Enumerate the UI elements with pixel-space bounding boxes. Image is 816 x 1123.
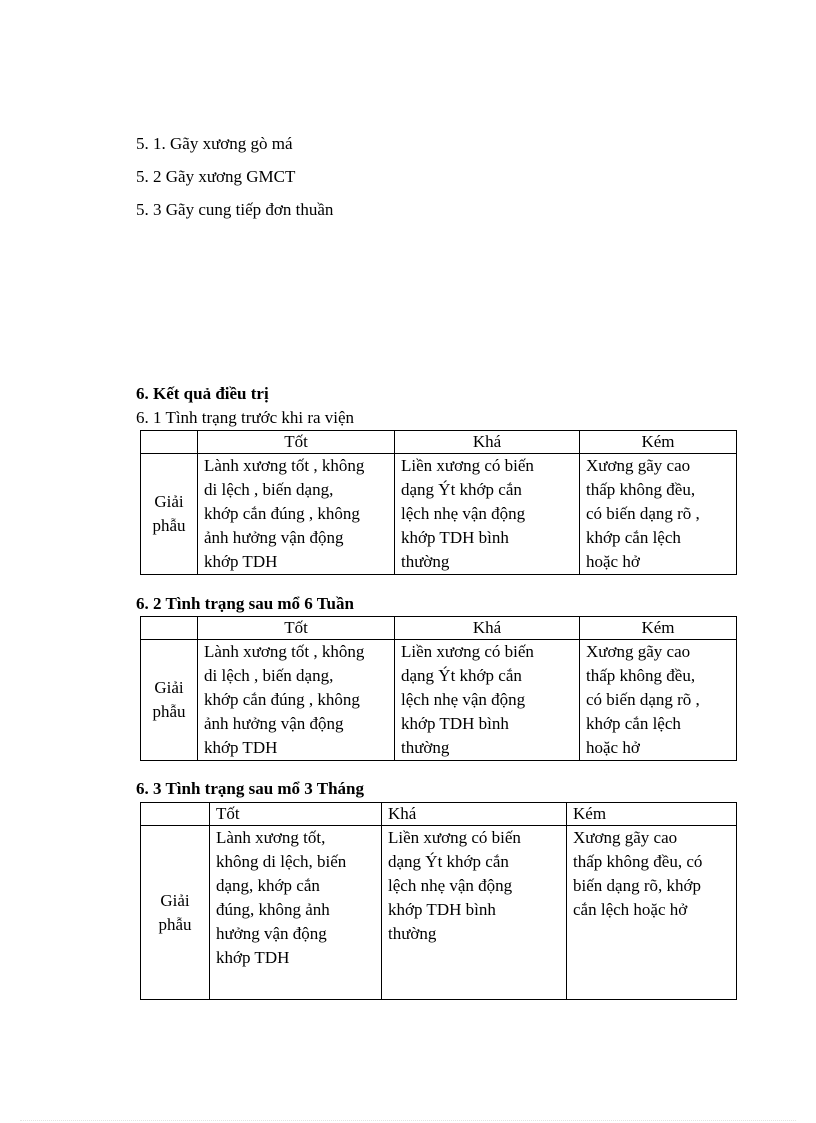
header-good: Tốt [210,803,382,826]
header-empty-cell [141,617,198,640]
results-table-6-weeks [140,616,737,761]
row-label-anatomy: Giải phẫu [141,640,198,761]
row-label-anatomy: Giải phẫu [141,826,210,1000]
list-item-5-3: 5. 3 Gãy cung tiếp đơn thuần [136,200,334,219]
header-fair: Khá [395,617,580,640]
cell-poor: Xương gãy cao thấp không đều, có biến dạng rõ, khớp cắn lệch hoặc hở [567,826,737,1000]
header-poor: Kém [580,431,737,454]
page-bottom-rule [20,1120,796,1121]
header-good: Tốt [198,617,395,640]
header-poor: Kém [567,803,737,826]
list-item-5-1: 5. 1. Gãy xương gò má [136,134,293,153]
header-empty-cell [141,431,198,454]
header-empty-cell [141,803,210,826]
table-row [141,826,737,1000]
results-table-3-months [140,802,737,1000]
cell-fair: Liền xương có biến dạng Ýt khớp cắn lệch nhẹ vận động khớp TDH bình thường [395,454,580,575]
header-good: Tốt [198,431,395,454]
table-header-row [141,431,737,454]
table-header-row [141,803,737,826]
header-poor: Kém [580,617,737,640]
cell-good: Lành xương tốt , không di lệch , biến dạng, khớp cắn đúng , không ảnh hưởng vận động khớp TDH [198,640,395,761]
section-6-1-title: 6. 1 Tình trạng trước khi ra viện [136,408,355,427]
section-6-3-title: 6. 3 Tình trạng sau mổ 3 Tháng [136,779,364,798]
cell-fair: Liền xương có biến dạng Ýt khớp cắn lệch nhẹ vận động khớp TDH bình thường [395,640,580,761]
cell-poor: Xương gãy cao thấp không đều, có biến dạng rõ , khớp cắn lệch hoặc hở [580,454,737,575]
list-item-5-2: 5. 2 Gãy xương GMCT [136,167,296,186]
header-fair: Khá [395,431,580,454]
section-6-heading: 6. Kết quả điều trị [136,384,269,403]
cell-good: Lành xương tốt, không di lệch, biến dạng, khớp cắn đúng, không ảnh hưởng vận động khớp TDH [210,826,382,1000]
section-6-2-title: 6. 2 Tình trạng sau mổ 6 Tuần [136,594,354,613]
table-row [141,640,737,761]
cell-good: Lành xương tốt , không di lệch , biến dạng, khớp cắn đúng , không ảnh hưởng vận động khớp TDH [198,454,395,575]
cell-poor: Xương gãy cao thấp không đều, có biến dạng rõ , khớp cắn lệch hoặc hở [580,640,737,761]
cell-fair: Liền xương có biến dạng Ýt khớp cắn lệch nhẹ vận động khớp TDH bình thường [382,826,567,1000]
row-label-anatomy: Giải phẫu [141,454,198,575]
header-fair: Khá [382,803,567,826]
results-table-before-discharge [140,430,737,575]
table-header-row [141,617,737,640]
table-row [141,454,737,575]
